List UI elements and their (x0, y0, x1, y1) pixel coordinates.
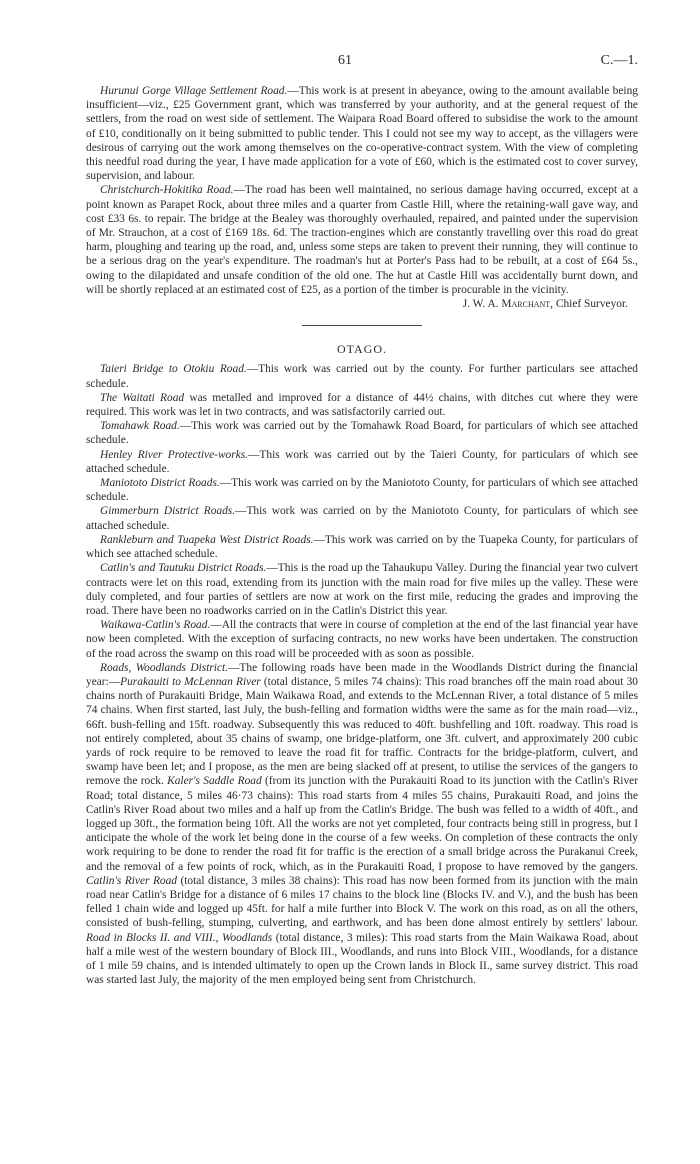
paragraph-text: —This work was carried on by the Maniototo County, for particulars of which see attached schedule. (86, 477, 639, 504)
paragraph-christchurch-hokitika (86, 183, 638, 297)
signature (86, 297, 628, 311)
paragraph-text: —The following roads have been made in the Woodlands District during the financial year:— (86, 661, 638, 688)
paragraph-catlins-tautuku (86, 561, 638, 618)
paragraph-title: Waikawa-Catlin's Road. (100, 619, 211, 632)
road-text: (total distance, 5 miles 74 chains): This road branches off the main road about 30 chains north of Purakauiti Bridge, Main Waikawa Road, and extends to the McLennan River, a total distance of 5 miles 74 chains. When first started, last July, the bush-felling and formation widths were the same as for the main road—viz., 66ft. bush-felling and 15ft. roadway. Subsequently this was reduced to 40ft. bushfelling and 10ft. roadway. This road is not entirely completed, about 35 chains of swamp, one bridge-platform, one 3ft. culvert, and approximately 200 cubic yards of rock require to be removed to leave the road fit for traffic. Contracts for the bridge-platform, culvert, and swamp have been let; and I propose, as the men are being slacked off at present, to utilise the services of the gangers to remove the rock. (86, 675, 638, 788)
paragraph-text: —This work was carried on by the Tuapeka County, for particulars of which see attached schedule. (86, 533, 638, 561)
page-header (86, 54, 638, 84)
paragraph-waitati (86, 391, 638, 419)
paragraph-gimmerburn (86, 504, 638, 532)
paragraph-text: —This work was carried out by the county. For further particulars see attached schedule. (86, 363, 638, 390)
paragraph-title: Gimmerburn District Roads. (100, 505, 236, 518)
paragraph-title: Roads, Woodlands District. (100, 661, 229, 674)
road-text: (total distance, 3 miles 38 chains): This road has now been formed from its junction with the main road near Catlin's Bridge for a distance of 6 miles 17 chains to the block line (Blocks IV. and V.), and the bush has been felled 1 chain wide and logged up 45ft. for half a mile further into Block V. The work on this road, as on all the others, consisted of bush-felling, stumping, culverting, and earthwork, and has been done almost entirely by settlers' labour. (86, 874, 638, 930)
road-title: Kaler's Saddle Road (167, 775, 262, 788)
signature-surname: Marchant (501, 298, 551, 311)
paragraph-henley (86, 448, 638, 476)
paragraph-title: Tomahawk Road. (100, 420, 180, 433)
paragraph-text: —This work was carried out by the Tomahawk Road Board, for particulars of which see attached schedule. (86, 420, 638, 447)
paragraph-title: Christchurch-Hokitika Road. (100, 184, 234, 197)
paragraph-waikawa-catlins (86, 618, 638, 661)
paragraph-title: Hurunui Gorge Village Settlement Road. (100, 85, 288, 97)
road-title: Road in Blocks II. and VIII., Woodlands (86, 931, 273, 944)
paragraph-text: —This work is at present in abeyance, owing to the amount available being insufficient—viz., £25 Government grant, which was transferred by your authority, and at the general request of the settlers, from the road on west side of settlement. The Waipara Road Board offered to subsidise the work to the amount of £10, conditionally on it being submitted to public tender. This I could not see my way to accept, as the villagers were desirous of carrying out the work among themselves on the co-operative-contract system. With the view of completing this needful road during the year, I have made application for a vote of £60, which is the estimated cost to cover survey, supervision, and labour. (86, 85, 638, 183)
road-title: Catlin's River Road (86, 874, 177, 887)
paragraph-rankleburn (86, 533, 638, 561)
road-text: (from its junction with the Purakauiti Road to its junction with the Catlin's River Road; total distance, 5 miles 46·73 chains): This road starts from 4 miles 55 chains, Purakauiti Road, and joins the Catlin's River Road about two miles and a half up from the Catlin's Bridge. The bush was felled to a width of 40ft., and logged up 30ft., the formation being 10ft. All the works are not yet completed, four contracts being still in progress, but I anticipate the whole of the work let being done in the course of a few weeks. On completion of these contracts the only work requiring to be done to render the road fit for traffic is the erection of a small bridge across the Purakanui Creek, and the removal of a few points of rock, which, as in the Purakauiti Road, I propose to have removed by the gangers. (86, 775, 639, 873)
road-text: (total distance, 3 miles): This road starts from the Main Waikawa Road, about half a mile west of the western boundary of Block III., Woodlands, and runs into Block VIII., Woodlands, for a distance of 1 mile 59 chains, and is intended ultimately to open up the Crown lands in Block II., same survey district. This road was started last July, the majority of the men employed being sent from Christchurch. (86, 931, 638, 987)
paragraph-tomahawk (86, 419, 638, 447)
paragraph-title: Taieri Bridge to Otokiu Road. (100, 363, 247, 376)
paragraph-hurunui (86, 84, 638, 183)
paragraph-taieri-bridge (86, 362, 638, 390)
paragraph-title: Catlin's and Tautuku District Roads. (100, 562, 267, 575)
paragraph-maniototo (86, 476, 638, 504)
section-divider (302, 325, 422, 326)
paragraph-text: —The road has been well maintained, no serious damage having occurred, except at a point known as Parapet Rock, about three miles and a quarter from Castle Hill, where the retaining-wall gave way, and cost £33 6s. to repair. The bridge at the Bealey was thoroughly overhauled, repaired, and painted under the supervision of Mr. Strauchon, at a cost of £169 18s. 6d. The traction-engines which are constantly travelling over this road do great harm, ploughing and tearing up the road, and, unless some steps are taken to prevent their running, they will continue to be a serious drag on the year's expenditure. The roadman's hut at Porter's Pass had to be rebuilt, at a cost of £64 5s., owing to the dilapidated and unsafe condition of the old one. The hut at Castle Hill was accidentally burnt down, and will be shortly replaced at an estimated cost of £25, as a portion of the timber is procurable in the vicinity. (86, 184, 638, 296)
paragraph-title: Rankleburn and Tuapeka West District Roads. (100, 533, 314, 546)
page-number: 61 (338, 53, 352, 68)
road-title: Purakauiti to McLennan River (120, 675, 261, 688)
paragraph-title: Maniototo District Roads. (100, 477, 220, 490)
paragraph-text: —This work was carried out by the Taieri County, for particulars of which see attached schedule. (86, 448, 638, 475)
signature-role: , Chief Surveyor. (550, 298, 628, 311)
paragraph-title: The Waitati Road (100, 391, 185, 404)
signature-initials: J. W. A. (462, 298, 502, 311)
paragraph-woodlands (86, 661, 638, 988)
paragraph-text: —This work was carried on by the Maniototo County, for particulars of which see attached schedule. (86, 505, 638, 532)
series-mark: C.—1. (600, 53, 638, 68)
paragraph-text: —This is the road up the Tahaukupu Valley. During the financial year two culvert contracts were let on this road, extending from its junction with the main road for five miles up the valley. These were duly completed, and four parties of settlers are now at work on the first mile, reducing the grades and improving the road. There have been no roadworks carried on in the Catlin's District this year. (86, 562, 638, 617)
paragraph-title: Henley River Protective-works. (100, 448, 249, 461)
paragraph-text: —All the contracts that were in course of completion at the end of the last financial year have now been completed. With the exception of surfacing contracts, no new works have been undertaken. The construction of the road across the swamp on this road will be proceeded with as soon as possible. (86, 619, 639, 660)
section-heading-otago: OTAGO. (336, 342, 388, 357)
paragraph-text: was metalled and improved for a distance of 44½ chains, with ditches cut where they were required. This work was let in two contracts, and was satisfactorily carried out. (86, 391, 638, 419)
